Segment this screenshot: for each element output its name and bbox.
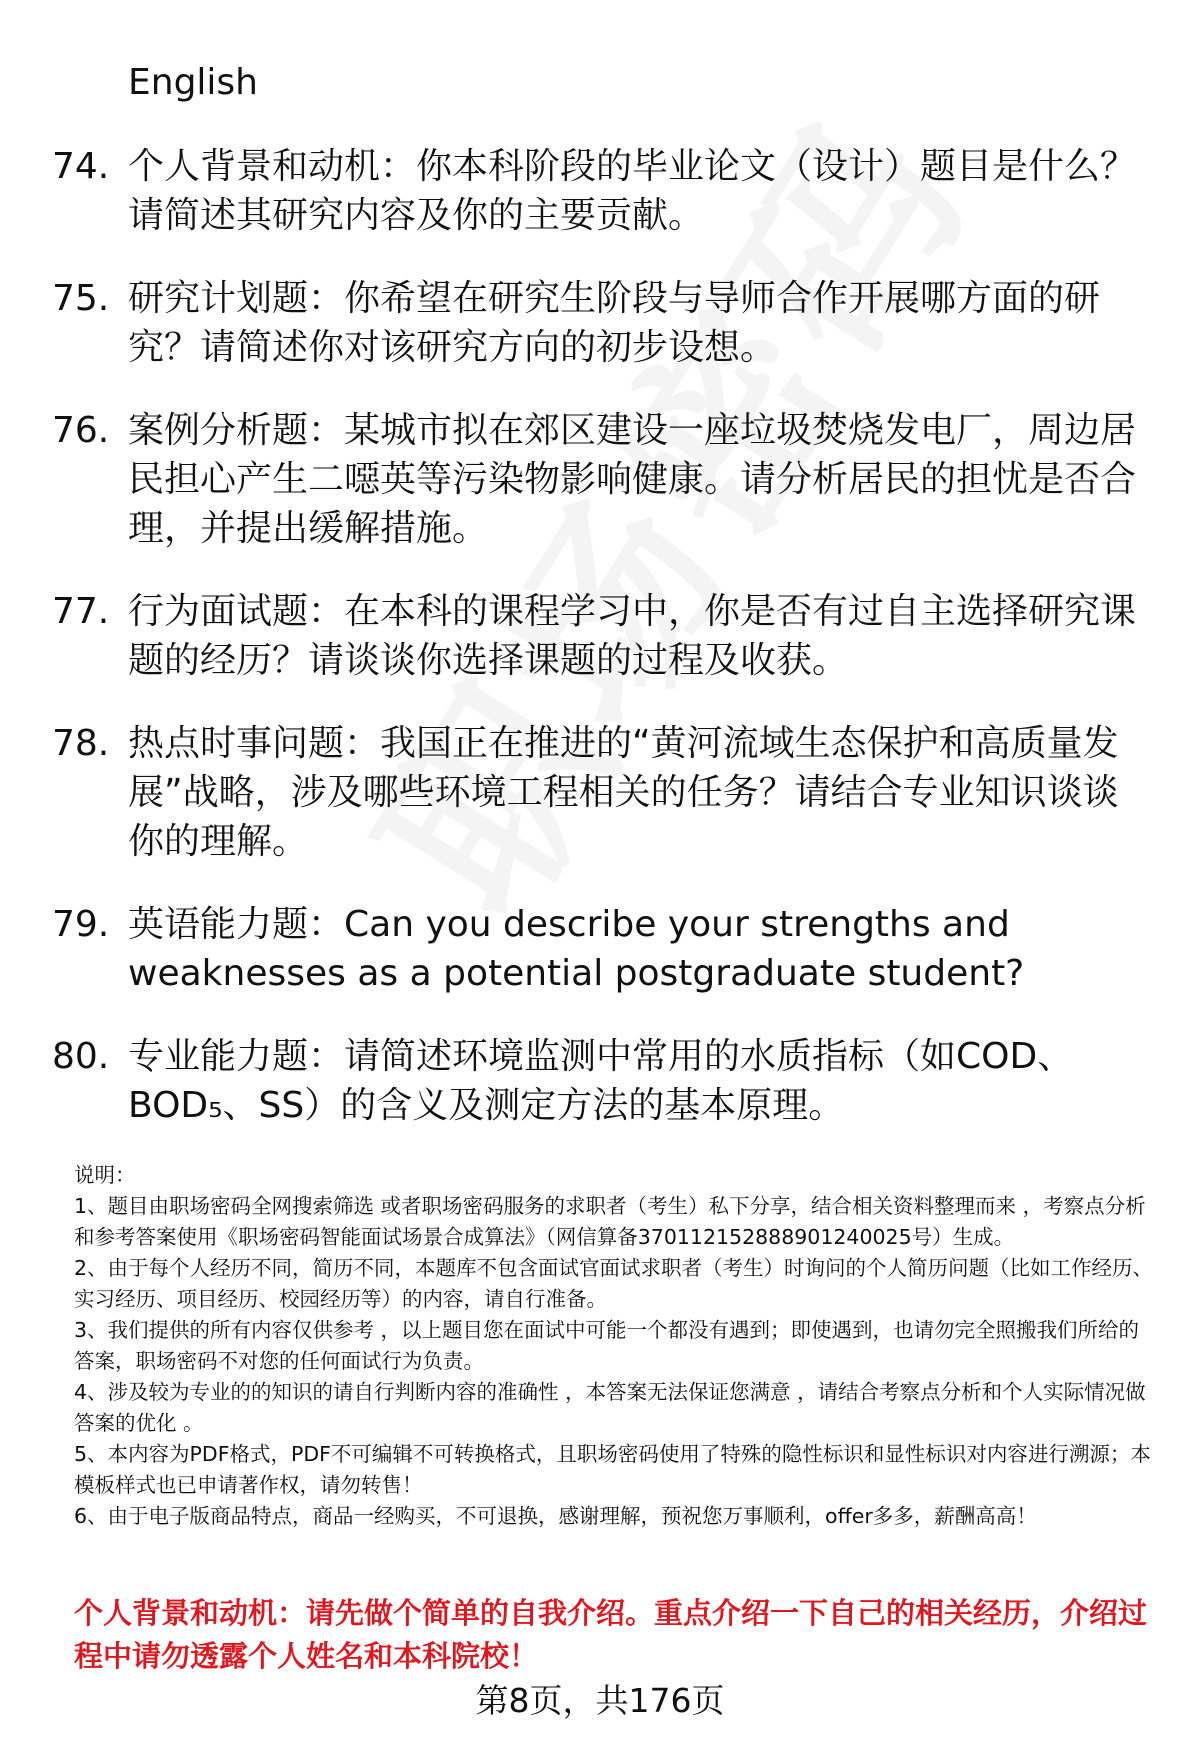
question-text: 专业能力题：请简述环境监测中常用的水质指标（如COD、BOD₅、SS）的含义及测定方法的基本原理。 <box>128 1036 1074 1126</box>
question-text: 个人背景和动机：你本科阶段的毕业论文（设计）题目是什么？请简述其研究内容及你的主要贡献。 <box>128 146 1137 236</box>
question-number: 77. <box>52 591 110 632</box>
question-item <box>52 1032 1152 1130</box>
note-item: 3、我们提供的所有内容仅供参考 ，以上题目您在面试中可能一个都没有遇到；即使遇到，也请勿完全照搬我们所给的答案，职场密码不对您的任何面试行为负责。 <box>74 1318 1140 1373</box>
question-number: 78. <box>52 723 110 764</box>
question-item <box>52 900 1152 998</box>
question-item <box>52 406 1152 553</box>
question-text: 研究计划题：你希望在研究生阶段与导师合作开展哪方面的研究？请简述你对该研究方向的初步设想。 <box>128 278 1101 368</box>
notes-section <box>74 1160 1154 1532</box>
question-text: 热点时事问题：我国正在推进的“黄河流域生态保护和高质量发展”战略，涉及哪些环境工程相关的任务？请结合专业知识谈谈你的理解。 <box>128 723 1119 862</box>
note-item: 5、本内容为PDF格式，PDF不可编辑不可转换格式，且职场密码使用了特殊的隐性标识和显性标识对内容进行溯源；本模板样式也已申请著作权，请勿转售！ <box>74 1442 1151 1497</box>
notes-title: 说明： <box>74 1163 136 1187</box>
highlight-prompt: 个人背景和动机：请先做个简单的自我介绍。重点介绍一下自己的相关经历，介绍过程中请勿透露个人姓名和本科院校！ <box>74 1596 1148 1673</box>
question-number: 79. <box>52 904 110 945</box>
question-text: 英语能力题：Can you describe your strengths and weaknesses as a potential postgraduate student? <box>128 904 1025 994</box>
continuation-text: English <box>128 62 258 103</box>
page-footer: 第8页，共176页 <box>475 1681 725 1720</box>
question-item <box>52 142 1152 240</box>
question-number: 80. <box>52 1036 110 1077</box>
note-item: 2、由于每个人经历不同，简历不同，本题库不包含面试官面试求职者（考生）时询问的个人简历问题（比如工作经历、实习经历、项目经历、校园经历等）的内容，请自行准备。 <box>74 1256 1154 1311</box>
question-item <box>52 587 1152 685</box>
question-number: 74. <box>52 146 110 187</box>
question-number: 76. <box>52 410 110 451</box>
question-list <box>52 142 1152 1164</box>
note-item: 1、题目由职场密码全网搜索筛选 或者职场密码服务的求职者（考生）私下分享，结合相关资料整理而来 ，考察点分析和参考答案使用《职场密码智能面试场景合成算法》（网信算备370112152888901240025号）生成。 <box>74 1194 1146 1249</box>
question-number: 75. <box>52 278 110 319</box>
question-item <box>52 719 1152 866</box>
question-text: 案例分析题：某城市拟在郊区建设一座垃圾焚烧发电厂，周边居民担心产生二噁英等污染物影响健康。请分析居民的担忧是否合理，并提出缓解措施。 <box>128 410 1137 549</box>
question-text: 行为面试题：在本科的课程学习中，你是否有过自主选择研究课题的经历？请谈谈你选择课题的过程及收获。 <box>128 591 1137 681</box>
question-item <box>52 274 1152 372</box>
note-item: 4、涉及较为专业的的知识的请自行判断内容的准确性 ，本答案无法保证您满意 ，请结合考察点分析和个人实际情况做答案的优化 。 <box>74 1380 1146 1435</box>
note-item: 6、由于电子版商品特点，商品一经购买，不可退换，感谢理解，预祝您万事顺利，offer多多，薪酬高高！ <box>74 1504 1037 1528</box>
